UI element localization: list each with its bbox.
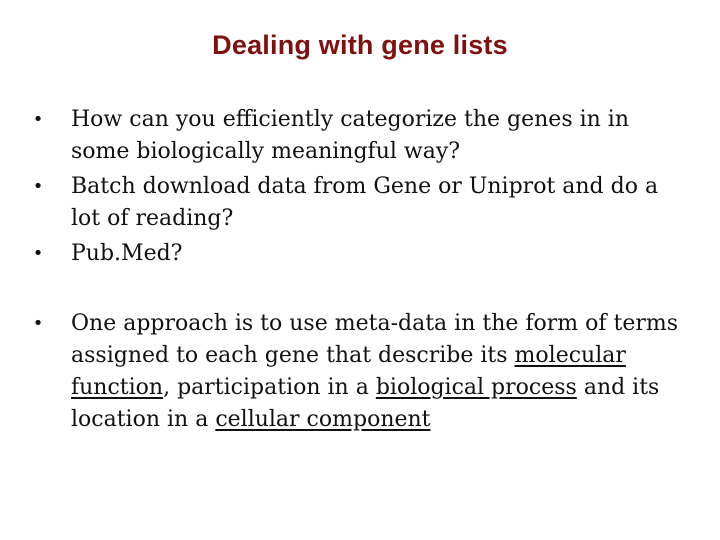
molecular-function-term: molecular function (71, 343, 626, 400)
bullet-text: Batch download data from Gene or Uniprot and do a lot of reading? (71, 174, 659, 231)
bullet-icon: • (32, 243, 44, 264)
bullet-text: How can you efficiently categorize the genes in in some biologically meaningful way? (71, 107, 630, 164)
bullet-item-pubmed (30, 238, 690, 270)
bullet-item-meta-data-approach (30, 308, 690, 436)
cellular-component-term: cellular component (215, 407, 431, 432)
slide-title: Dealing with gene lists (212, 30, 508, 60)
bullet-item-batch-download (30, 171, 690, 235)
bullet-icon: • (32, 176, 44, 197)
bullet-list (30, 104, 690, 439)
bullet-icon: • (32, 109, 44, 130)
approach-text-1: One approach is to use meta-data in the form of terms assigned to each gene that describe its (71, 311, 679, 368)
biological-process-term: biological process (375, 375, 577, 400)
approach-text-3: and its location in a (71, 375, 660, 432)
approach-text-2: , participation in a (163, 375, 376, 400)
bullet-item-categorize (30, 104, 690, 168)
bullet-icon: • (32, 313, 44, 334)
bullet-text: Pub.Med? (71, 241, 183, 266)
